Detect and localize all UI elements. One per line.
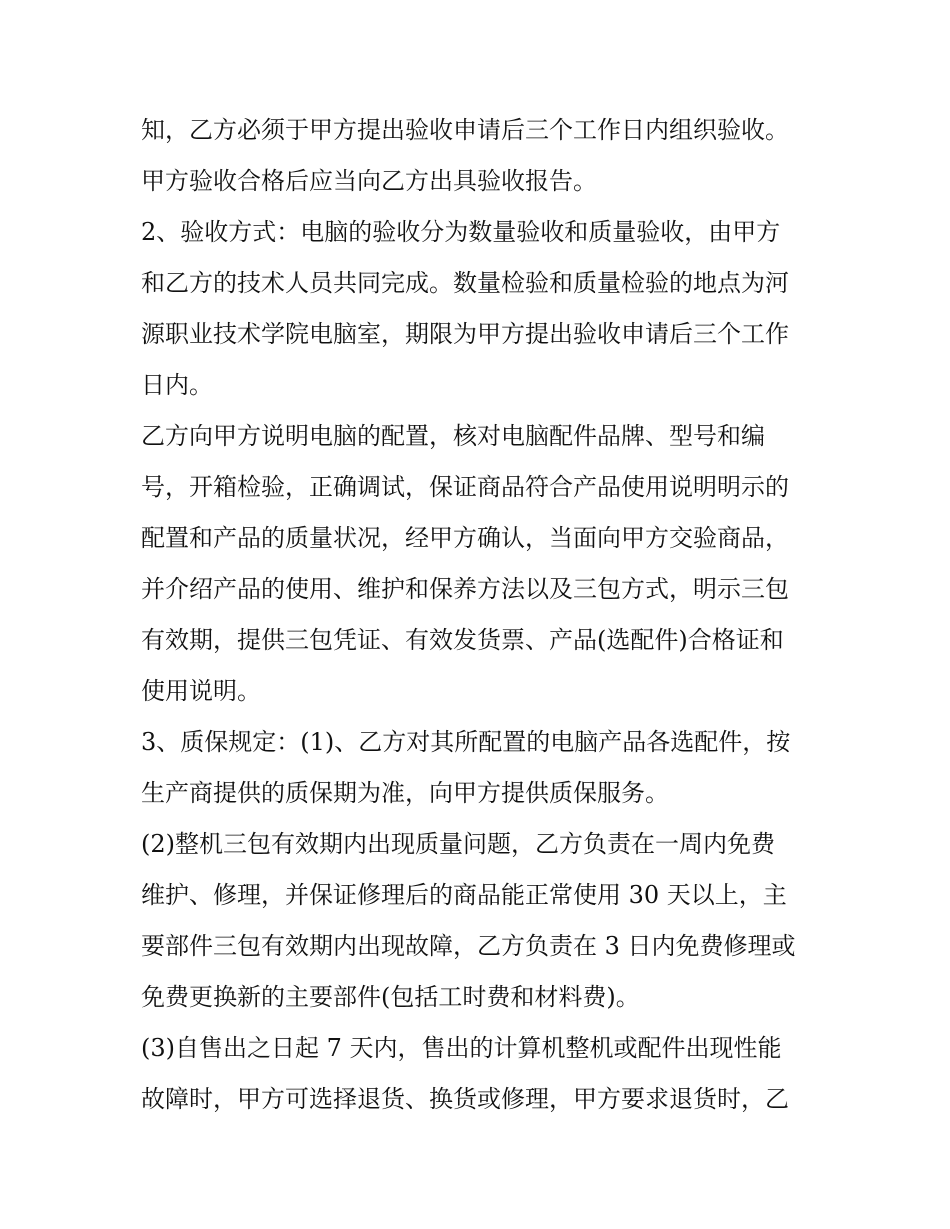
text-line-10: 并介绍产品的使用、维护和保养方法以及三包方式，明示三包 xyxy=(141,575,789,603)
contract-text xyxy=(141,105,821,1125)
text-line-3: 2、验收方式：电脑的验收分为数量验收和质量验收，由甲方 xyxy=(141,218,781,246)
text-line-6: 日内。 xyxy=(141,371,213,399)
text-line-8: 号，开箱检验，正确调试，保证商品符合产品使用说明明示的 xyxy=(141,473,789,501)
text-line-12: 使用说明。 xyxy=(141,677,261,705)
text-line-4: 和乙方的技术人员共同完成。数量检验和质量检验的地点为河 xyxy=(141,269,789,297)
text-line-1: 知，乙方必须于甲方提出验收申请后三个工作日内组织验收。 xyxy=(141,116,789,144)
text-line-19: (3)自售出之日起 7 天内，售出的计算机整机或配件出现性能 xyxy=(141,1034,782,1062)
text-line-11: 有效期，提供三包凭证、有效发货票、产品(选配件)合格证和 xyxy=(141,626,784,654)
text-line-5: 源职业技术学院电脑室，期限为甲方提出验收申请后三个工作 xyxy=(141,320,789,348)
text-line-20: 故障时，甲方可选择退货、换货或修理，甲方要求退货时，乙 xyxy=(141,1085,789,1113)
text-line-16: 维护、修理，并保证修理后的商品能正常使用 30 天以上，主 xyxy=(141,881,787,909)
text-line-15: (2)整机三包有效期内出现质量问题，乙方负责在一周内免费 xyxy=(141,830,775,858)
text-line-7: 乙方向甲方说明电脑的配置，核对电脑配件品牌、型号和编 xyxy=(141,422,765,450)
text-line-13: 3、质保规定：(1)、乙方对其所配置的电脑产品各选配件，按 xyxy=(141,728,791,756)
text-line-2: 甲方验收合格后应当向乙方出具验收报告。 xyxy=(141,167,597,195)
text-line-9: 配置和产品的质量状况，经甲方确认，当面向甲方交验商品， xyxy=(141,524,789,552)
text-line-18: 免费更换新的主要部件(包括工时费和材料费)。 xyxy=(141,983,640,1011)
text-line-14: 生产商提供的质保期为准，向甲方提供质保服务。 xyxy=(141,779,669,807)
text-line-17: 要部件三包有效期内出现故障，乙方负责在 3 日内免费修理或 xyxy=(141,932,796,960)
